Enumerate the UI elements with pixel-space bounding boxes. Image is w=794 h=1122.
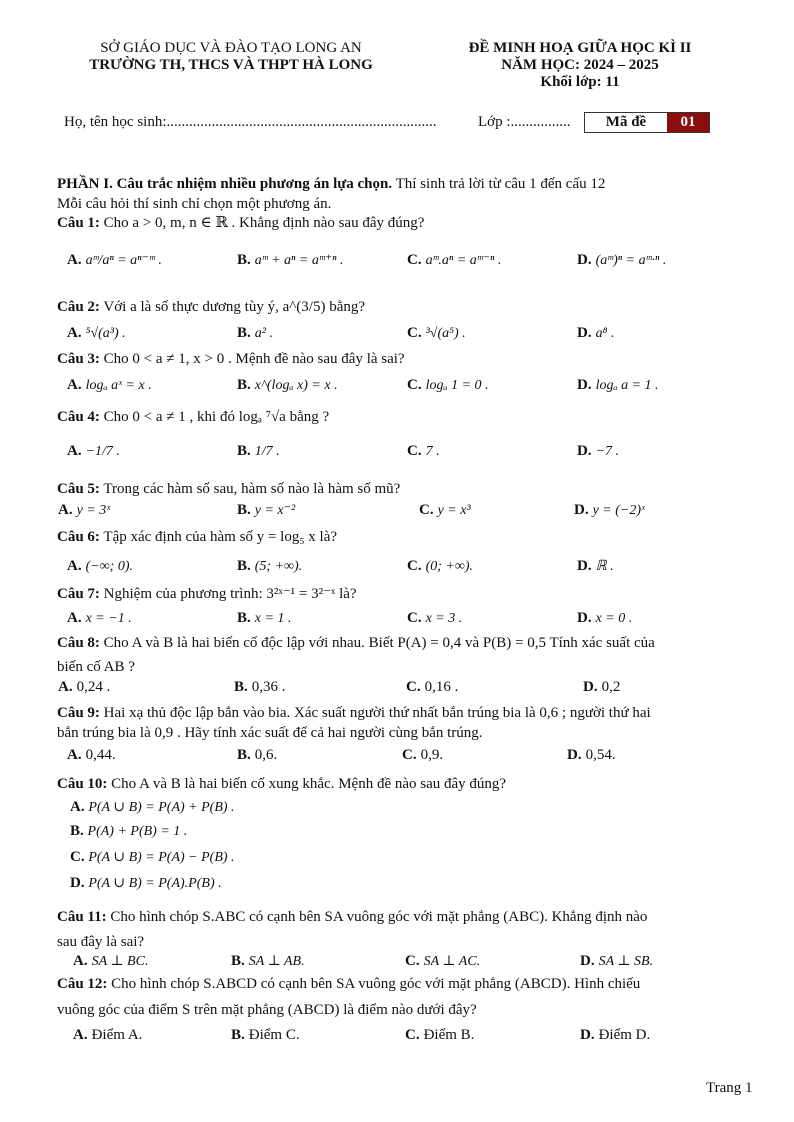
option-d: D. logₐ a = 1 . bbox=[577, 377, 659, 393]
question-12: Câu 12: Cho hình chóp S.ABCD có cạnh bên SA vuông góc với mặt phẳng (ABCD). Hình chiếu bbox=[57, 976, 641, 992]
option-c: C. 0,16 . bbox=[406, 679, 459, 695]
option-d: D. (aᵐ)ⁿ = aᵐ·ⁿ . bbox=[577, 252, 667, 268]
option-b: B. 0,6. bbox=[237, 747, 278, 763]
option-b: B. a² . bbox=[237, 325, 273, 341]
question-3: Câu 3: Cho 0 < a ≠ 1, x > 0 . Mệnh đề nào sau đây là sai? bbox=[57, 351, 405, 367]
option-b: B. x^(logₐ x) = x . bbox=[237, 377, 338, 393]
option-a: A. ⁵√(a³) . bbox=[67, 325, 126, 341]
exam-code-box bbox=[584, 112, 710, 133]
class-field: Lớp :................ bbox=[478, 114, 571, 130]
option-a: A. 0,24 . bbox=[58, 679, 111, 695]
exam-title: ĐỀ MINH HOẠ GIỮA HỌC KÌ II bbox=[468, 40, 692, 56]
school-year: NĂM HỌC: 2024 – 2025 bbox=[501, 57, 659, 73]
option-c: C. (0; +∞). bbox=[407, 558, 474, 574]
option-a: A. Điểm A. bbox=[73, 1027, 143, 1043]
option-d: D. P(A ∪ B) = P(A).P(B) . bbox=[70, 875, 222, 891]
option-c: C. P(A ∪ B) = P(A) − P(B) . bbox=[70, 849, 235, 865]
question-8-cont: biến cố AB ? bbox=[57, 659, 135, 675]
option-d: D. Điểm D. bbox=[580, 1027, 651, 1043]
option-a: A. aᵐ/aⁿ = aⁿ⁻ᵐ . bbox=[67, 252, 162, 268]
option-c: C. y = x³ bbox=[419, 502, 471, 518]
question-9-cont: bắn trúng bia là 0,9 . Hãy tính xác suất để cả hai người cùng bắn trúng. bbox=[57, 725, 483, 741]
question-12-options bbox=[73, 1027, 763, 1053]
department-name: SỞ GIÁO DỤC VÀ ĐÀO TẠO LONG AN bbox=[100, 40, 362, 56]
option-a: A. −1/7 . bbox=[67, 443, 120, 459]
question-2: Câu 2: Với a là số thực dương tùy ý, a^(3/5) bằng? bbox=[57, 299, 366, 315]
question-4: Câu 4: Cho 0 < a ≠ 1 , khi đó logₐ ⁷√a bằng ? bbox=[57, 409, 330, 425]
option-c: C. ³√(a⁵) . bbox=[407, 325, 466, 341]
option-c: C. 0,9. bbox=[402, 747, 444, 763]
exam-code-label: Mã đề bbox=[605, 114, 647, 130]
option-d: D. −7 . bbox=[577, 443, 620, 459]
question-5: Câu 5: Trong các hàm số sau, hàm số nào là hàm số mũ? bbox=[57, 481, 401, 497]
option-b: B. (5; +∞). bbox=[237, 558, 303, 574]
question-11-cont: sau đây là sai? bbox=[57, 934, 145, 950]
option-b: B. SA ⊥ AB. bbox=[231, 953, 305, 969]
header-left bbox=[66, 40, 396, 74]
question-12-cont: vuông góc của điểm S trên mặt phẳng (ABCD) là điểm nào dưới đây? bbox=[57, 1002, 477, 1018]
option-a: A. (−∞; 0). bbox=[67, 558, 134, 574]
option-c: C. Điểm B. bbox=[405, 1027, 475, 1043]
option-a: A. y = 3ˣ bbox=[58, 502, 111, 518]
question-9-options bbox=[67, 747, 757, 773]
option-b: B. x = 1 . bbox=[237, 610, 292, 626]
option-c: C. SA ⊥ AC. bbox=[405, 953, 481, 969]
option-b: B. y = x⁻² bbox=[237, 502, 296, 518]
school-name: TRƯỜNG TH, THCS VÀ THPT HÀ LONG bbox=[89, 57, 373, 73]
question-9: Câu 9: Hai xạ thủ độc lập bắn vào bia. Xác suất người thứ nhất bắn trúng bia là 0,6 ; người thứ hai bbox=[57, 705, 651, 721]
option-d: D. x = 0 . bbox=[577, 610, 633, 626]
question-6-options bbox=[67, 558, 757, 584]
option-a: A. P(A ∪ B) = P(A) + P(B) . bbox=[70, 799, 235, 815]
option-d: D. ℝ . bbox=[577, 558, 614, 574]
part1-title-line bbox=[57, 174, 757, 194]
part1-instruction-2: Mỗi câu hỏi thí sinh chỉ chọn một phương án. bbox=[57, 196, 332, 212]
question-6: Câu 6: Tập xác định của hàm số y = log₅ x là? bbox=[57, 529, 338, 545]
header-right bbox=[440, 40, 720, 91]
question-2-options bbox=[67, 325, 757, 351]
part1-title: PHẦN I. Câu trắc nhiệm nhiều phương án lựa chọn. bbox=[57, 176, 393, 192]
option-a: A. logₐ aˣ = x . bbox=[67, 377, 152, 393]
question-1: Câu 1: Cho a > 0, m, n ∈ ℝ . Khẳng định nào sau đây đúng? bbox=[57, 215, 425, 231]
option-c: C. x = 3 . bbox=[407, 610, 463, 626]
part1-instruction: Thí sinh trả lời từ câu 1 đến cấu 12 bbox=[392, 176, 606, 192]
page-number: Trang 1 bbox=[706, 1080, 753, 1096]
option-b: B. P(A) + P(B) = 1 . bbox=[70, 823, 188, 839]
question-11: Câu 11: Cho hình chóp S.ABC có cạnh bên SA vuông góc với mặt phẳng (ABC). Khẳng định nào bbox=[57, 909, 648, 925]
option-b: B. aᵐ + aⁿ = aᵐ⁺ⁿ . bbox=[237, 252, 344, 268]
question-4-options bbox=[67, 443, 757, 469]
question-10: Câu 10: Cho A và B là hai biến cố xung khắc. Mệnh đề nào sau đây đúng? bbox=[57, 776, 507, 792]
option-d: D. y = (−2)ˣ bbox=[574, 502, 645, 518]
option-c: C. aᵐ.aⁿ = aᵐ⁻ⁿ . bbox=[407, 252, 502, 268]
option-d: D. 0,2 bbox=[583, 679, 621, 695]
exam-code-value: 01 bbox=[667, 113, 709, 132]
question-1-options bbox=[67, 252, 757, 278]
option-a: A. SA ⊥ BC. bbox=[73, 953, 149, 969]
question-3-options bbox=[67, 377, 757, 403]
option-a: A. 0,44. bbox=[67, 747, 116, 763]
student-name-field: Họ, tên học sinh:........................................................................ bbox=[64, 114, 437, 130]
option-d: D. 0,54. bbox=[567, 747, 616, 763]
question-5-options bbox=[58, 502, 757, 528]
option-a: A. x = −1 . bbox=[67, 610, 132, 626]
option-d: D. a⁸ . bbox=[577, 325, 615, 341]
option-b: B. 0,36 . bbox=[234, 679, 286, 695]
question-8-options bbox=[58, 679, 748, 705]
question-7: Câu 7: Nghiệm của phương trình: 3²ˣ⁻¹ = 3²⁻ˣ là? bbox=[57, 586, 357, 602]
option-b: B. Điểm C. bbox=[231, 1027, 300, 1043]
question-8: Câu 8: Cho A và B là hai biến cố độc lập với nhau. Biết P(A) = 0,4 và P(B) = 0,5 Tính xác suất của bbox=[57, 635, 655, 651]
option-b: B. 1/7 . bbox=[237, 443, 280, 459]
option-c: C. logₐ 1 = 0 . bbox=[407, 377, 489, 393]
option-c: C. 7 . bbox=[407, 443, 440, 459]
option-d: D. SA ⊥ SB. bbox=[580, 953, 654, 969]
grade-level: Khối lớp: 11 bbox=[540, 74, 620, 90]
